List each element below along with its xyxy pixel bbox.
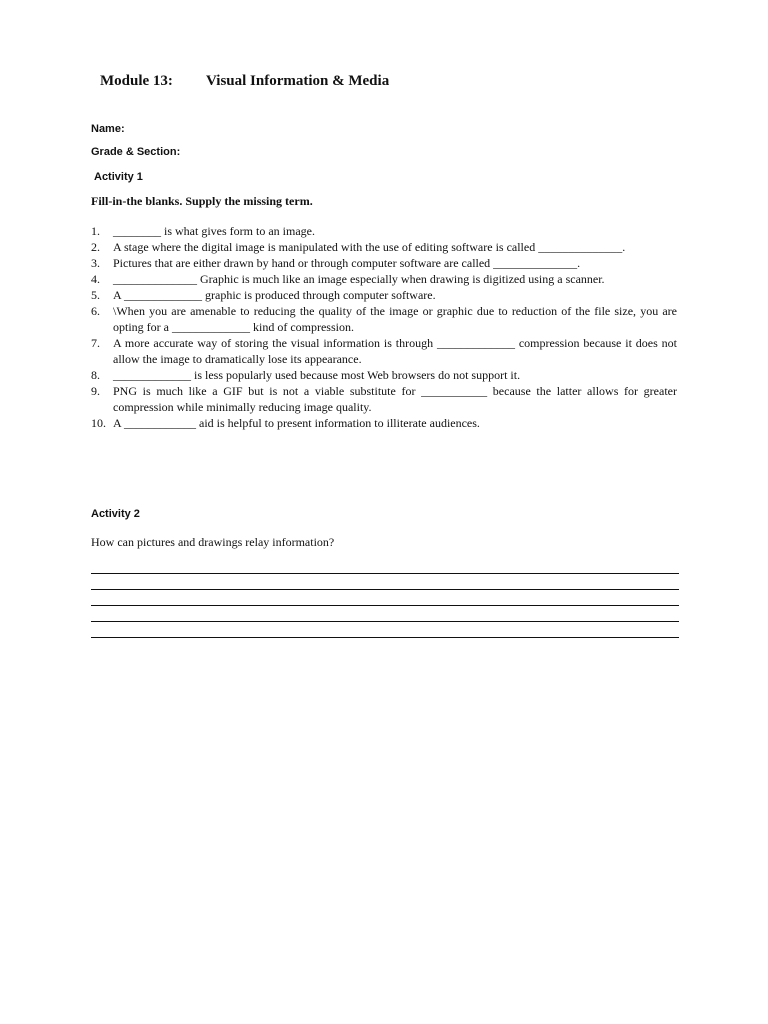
item-text: Pictures that are either drawn by hand or through computer software are called ______________.	[113, 256, 581, 270]
list-item	[91, 223, 677, 239]
item-number: 3.	[91, 256, 100, 270]
answer-line	[91, 589, 679, 590]
activity-2-question: How can pictures and drawings relay information?	[91, 535, 335, 549]
item-text: ______________ Graphic is much like an image especially when drawing is digitized using a scanner.	[113, 272, 605, 286]
item-text: A ____________ aid is helpful to present information to illiterate audiences.	[113, 416, 480, 430]
list-item	[91, 239, 677, 255]
item-text: A stage where the digital image is manipulated with the use of editing software is called ______________.	[113, 240, 626, 254]
activity-1-instruction: Fill-in-the blanks. Supply the missing term.	[91, 194, 313, 208]
list-item	[91, 335, 677, 367]
item-number: 5.	[91, 288, 100, 302]
item-number: 10.	[91, 416, 106, 430]
module-title	[100, 73, 389, 90]
list-item	[91, 367, 677, 383]
item-text: \When you are amenable to reducing the quality of the image or graphic due to reduction of the file size, you are opting for a _____________ kind of compression.	[113, 304, 677, 334]
answer-line	[91, 573, 679, 574]
item-number: 2.	[91, 240, 100, 254]
list-item	[91, 287, 677, 303]
item-number: 1.	[91, 224, 100, 238]
item-number: 7.	[91, 336, 100, 350]
name-label: Name:	[91, 123, 125, 135]
answer-line	[91, 621, 679, 622]
answer-line	[91, 605, 679, 606]
activity-1-item-list	[91, 223, 677, 431]
item-number: 4.	[91, 272, 100, 286]
item-text: A _____________ graphic is produced through computer software.	[113, 288, 436, 302]
item-number: 9.	[91, 384, 100, 398]
list-item	[91, 415, 677, 431]
item-text: ________ is what gives form to an image.	[113, 224, 315, 238]
activity-2-heading: Activity 2	[91, 508, 140, 520]
item-number: 8.	[91, 368, 100, 382]
list-item	[91, 303, 677, 335]
list-item	[91, 271, 677, 287]
item-number: 6.	[91, 304, 100, 318]
list-item	[91, 383, 677, 415]
module-number: Module 13:	[100, 73, 173, 89]
module-name: Visual Information & Media	[206, 73, 390, 89]
activity-1-heading: Activity 1	[94, 171, 143, 183]
item-text: PNG is much like a GIF but is not a viable substitute for ___________ because the latter allows for greater compression while minimally reducing image quality.	[113, 384, 677, 414]
list-item	[91, 255, 677, 271]
answer-line	[91, 637, 679, 638]
item-text: A more accurate way of storing the visual information is through _____________ compression because it does not allow the image to dramatically lose its appearance.	[113, 336, 677, 366]
grade-section-label: Grade & Section:	[91, 146, 181, 158]
answer-lines	[91, 573, 679, 653]
item-text: _____________ is less popularly used because most Web browsers do not support it.	[113, 368, 521, 382]
